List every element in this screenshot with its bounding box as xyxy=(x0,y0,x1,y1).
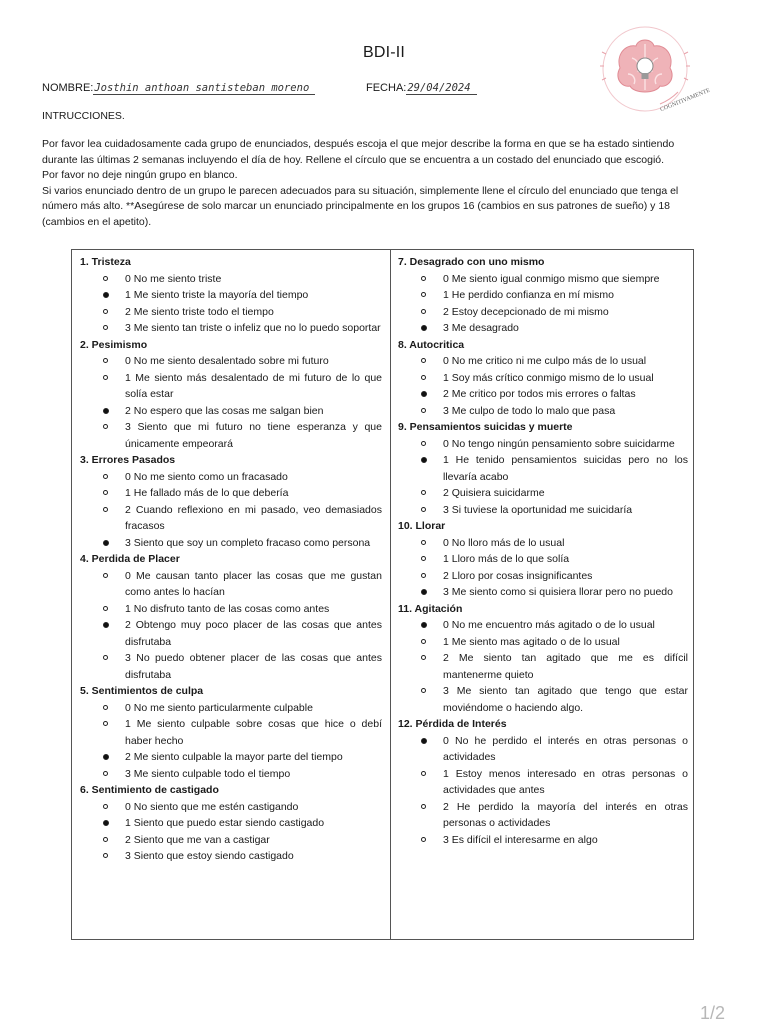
answer-text: 3 No puedo obtener placer de las cosas que antes disfrutaba xyxy=(125,652,382,681)
section-title: 9. Pensamientos suicidas y muerte xyxy=(398,421,573,433)
empty-circle-icon[interactable] xyxy=(103,276,108,281)
answer-option[interactable] xyxy=(80,535,382,552)
answer-option[interactable] xyxy=(80,271,382,288)
answer-option[interactable] xyxy=(80,799,382,816)
answer-text: 1 Me siento más desalentado de mi futuro de lo que solía estar xyxy=(125,371,382,400)
empty-circle-icon[interactable] xyxy=(421,375,426,380)
answer-text: 3 Me siento culpable todo el tiempo xyxy=(125,767,291,780)
empty-circle-icon[interactable] xyxy=(103,474,108,479)
answer-text: 2 Lloro por cosas insignificantes xyxy=(443,569,593,582)
filled-circle-icon[interactable] xyxy=(103,292,109,298)
answer-option[interactable] xyxy=(398,584,688,601)
empty-circle-icon[interactable] xyxy=(103,853,108,858)
instructions-line: Por favor lea cuidadosamente cada grupo de enunciados, después escoja el que mejor describe la forma en que se ha estado sintiendo xyxy=(42,138,675,150)
answer-text: 0 No siento que me estén castigando xyxy=(125,800,299,813)
empty-circle-icon[interactable] xyxy=(421,573,426,578)
left-column xyxy=(80,254,382,865)
answer-option[interactable] xyxy=(80,502,382,535)
answer-text: 0 Me siento igual conmigo mismo que siempre xyxy=(443,272,660,285)
empty-circle-icon[interactable] xyxy=(421,771,426,776)
answer-option[interactable] xyxy=(398,832,688,849)
filled-circle-icon[interactable] xyxy=(103,540,109,546)
answer-option[interactable] xyxy=(80,353,382,370)
answer-option[interactable] xyxy=(80,320,382,337)
answer-option[interactable] xyxy=(80,716,382,749)
filled-circle-icon[interactable] xyxy=(103,754,109,760)
answer-option[interactable] xyxy=(398,271,688,288)
answer-option[interactable] xyxy=(398,304,688,321)
name-label: NOMBRE: xyxy=(42,82,94,94)
answer-option[interactable] xyxy=(80,419,382,452)
answer-text: 3 Me culpo de todo lo malo que pasa xyxy=(443,404,616,417)
section-title: 6. Sentimiento de castigado xyxy=(80,784,219,796)
answer-text: 1 He perdido confianza en mí mismo xyxy=(443,289,614,301)
answer-text: 2 Me critico por todos mis errores o faltas xyxy=(443,388,636,400)
name-field xyxy=(42,82,315,94)
answer-option[interactable] xyxy=(80,832,382,849)
answer-text: 2 Me siento tan agitado que me es difícil mantenerme quieto xyxy=(443,652,688,681)
empty-circle-icon[interactable] xyxy=(421,490,426,495)
answer-text: 1 He tenido pensamientos suicidas pero no los llevaría acabo xyxy=(443,454,688,483)
empty-circle-icon[interactable] xyxy=(421,688,426,693)
answer-option[interactable] xyxy=(398,683,688,716)
empty-circle-icon[interactable] xyxy=(103,358,108,363)
answer-text: 1 Lloro más de lo que solía xyxy=(443,553,570,565)
answer-text: 3 Siento que estoy siendo castigado xyxy=(125,850,294,862)
answer-option[interactable] xyxy=(398,452,688,485)
answer-option[interactable] xyxy=(398,634,688,651)
answer-option[interactable] xyxy=(80,766,382,783)
filled-circle-icon[interactable] xyxy=(103,408,109,414)
instructions-paragraph-1 xyxy=(42,137,727,230)
answer-text: 3 Si tuviese la oportunidad me suicidaría xyxy=(443,503,633,516)
answer-text: 0 No lloro más de lo usual xyxy=(443,536,565,549)
answer-option[interactable] xyxy=(398,403,688,420)
answer-option[interactable] xyxy=(398,353,688,370)
answer-option[interactable] xyxy=(80,617,382,650)
answer-option[interactable] xyxy=(398,733,688,766)
answer-option[interactable] xyxy=(80,370,382,403)
filled-circle-icon[interactable] xyxy=(103,820,109,826)
answer-option[interactable] xyxy=(398,617,688,634)
section-title: 11. Agitación xyxy=(398,602,463,615)
instructions-line: durante las últimas 2 semanas incluyendo el día de hoy. Rellene el círculo que se encuentra a un costado del enunciado que escogió. xyxy=(42,153,665,166)
answer-option[interactable] xyxy=(398,436,688,453)
empty-circle-icon[interactable] xyxy=(103,705,108,710)
date-value: 29/04/2024 xyxy=(406,82,476,95)
instructions-line: número más alto. **Asegúrese de solo marcar un enunciado principalmente en los grupos 16 (cambios en sus patrones de sueño) y 18 xyxy=(42,200,671,212)
answer-text: 0 No me encuentro más agitado o de lo usual xyxy=(443,619,655,631)
answer-text: 0 No me siento triste xyxy=(125,272,222,285)
answer-option[interactable] xyxy=(398,485,688,502)
answer-option[interactable] xyxy=(80,469,382,486)
empty-circle-icon[interactable] xyxy=(421,309,426,314)
section-title: 3. Errores Pasados xyxy=(80,454,176,466)
right-column xyxy=(398,254,688,848)
answer-text: 0 No he perdido el interés en otras personas o actividades xyxy=(443,734,688,763)
answer-text: 0 Me causan tanto placer las cosas que me gustan como antes lo hacían xyxy=(125,569,382,598)
empty-circle-icon[interactable] xyxy=(103,424,108,429)
answer-text: 3 Siento que mi futuro no tiene esperanza y que únicamente empeorará xyxy=(125,421,382,450)
answer-text: 2 Obtengo muy poco placer de las cosas que antes disfrutaba xyxy=(125,619,382,648)
answer-option[interactable] xyxy=(398,386,688,403)
empty-circle-icon[interactable] xyxy=(103,837,108,842)
section-title: 1. Tristeza xyxy=(80,256,131,268)
answer-text: 2 Estoy decepcionado de mi mismo xyxy=(443,305,609,318)
answer-option[interactable] xyxy=(398,568,688,585)
answer-text: 0 No tengo ningún pensamiento sobre suicidarme xyxy=(443,437,675,450)
empty-circle-icon[interactable] xyxy=(421,358,426,363)
filled-circle-icon[interactable] xyxy=(421,589,427,595)
section-title: 2. Pesimismo xyxy=(80,338,148,351)
empty-circle-icon[interactable] xyxy=(103,606,108,611)
empty-circle-icon[interactable] xyxy=(421,292,426,297)
column-divider xyxy=(390,249,391,940)
section-title: 4. Perdida de Placer xyxy=(80,553,180,565)
name-value: Josthin anthoan santisteban moreno xyxy=(93,82,315,95)
answer-text: 3 Me siento tan agitado que tengo que estar moviéndome o haciendo algo. xyxy=(443,685,688,714)
answer-option[interactable] xyxy=(80,700,382,717)
answer-text: 2 Cuando reflexiono en mi pasado, veo demasiados fracasos xyxy=(125,503,382,532)
answer-option[interactable] xyxy=(398,766,688,799)
answer-text: 0 No me siento particularmente culpable xyxy=(125,701,313,714)
answer-text: 2 No espero que las cosas me salgan bien xyxy=(125,404,324,417)
instructions-line: Por favor no deje ningún grupo en blanco. xyxy=(42,169,238,181)
answer-option[interactable] xyxy=(398,287,688,304)
answer-option[interactable] xyxy=(80,485,382,502)
answer-text: 0 No me siento desalentado sobre mi futuro xyxy=(125,355,329,367)
document-title: BDI-II xyxy=(362,44,406,61)
section-title: 10. Llorar xyxy=(398,520,446,532)
filled-circle-icon[interactable] xyxy=(421,738,427,744)
section-title: 7. Desagrado con uno mismo xyxy=(398,256,545,268)
answer-text: 1 Soy más crítico conmigo mismo de lo usual xyxy=(443,371,654,384)
instructions-line: (cambios en el apetito). xyxy=(42,215,152,228)
answer-option[interactable] xyxy=(398,650,688,683)
answer-text: 1 Siento que puedo estar siendo castigado xyxy=(125,817,325,829)
answer-text: 2 Quisiera suicidarme xyxy=(443,487,545,499)
filled-circle-icon[interactable] xyxy=(103,622,109,628)
answer-text: 1 No disfruto tanto de las cosas como antes xyxy=(125,602,330,615)
section-title: 12. Pérdida de Interés xyxy=(398,718,507,730)
answer-option[interactable] xyxy=(80,650,382,683)
answer-text: 2 Siento que me van a castigar xyxy=(125,833,270,846)
empty-circle-icon[interactable] xyxy=(421,639,426,644)
answer-text: 1 Estoy menos interesado en otras personas o actividades que antes xyxy=(443,767,688,796)
answer-text: 3 Me desagrado xyxy=(443,322,519,334)
answer-text: 2 He perdido la mayoría del interés en otras personas o actividades xyxy=(443,800,688,829)
filled-circle-icon[interactable] xyxy=(421,622,427,628)
answer-text: 2 Me siento triste todo el tiempo xyxy=(125,305,274,318)
empty-circle-icon[interactable] xyxy=(421,540,426,545)
empty-circle-icon[interactable] xyxy=(421,507,426,512)
brain-lightbulb-icon xyxy=(598,22,712,116)
empty-circle-icon[interactable] xyxy=(421,276,426,281)
answer-option[interactable] xyxy=(80,287,382,304)
empty-circle-icon[interactable] xyxy=(103,804,108,809)
empty-circle-icon[interactable] xyxy=(103,507,108,512)
answer-option[interactable] xyxy=(80,601,382,618)
instructions-heading: INTRUCCIONES. xyxy=(42,110,125,122)
empty-circle-icon[interactable] xyxy=(103,721,108,726)
filled-circle-icon[interactable] xyxy=(421,325,427,331)
page-number: 1/2 xyxy=(700,1003,726,1023)
answer-text: 0 No me critico ni me culpo más de lo usual xyxy=(443,355,647,367)
empty-circle-icon[interactable] xyxy=(103,490,108,495)
answer-text: 1 Me siento triste la mayoría del tiempo xyxy=(125,289,309,301)
answer-option[interactable] xyxy=(80,815,382,832)
date-field xyxy=(366,82,477,94)
empty-circle-icon[interactable] xyxy=(421,837,426,842)
empty-circle-icon[interactable] xyxy=(421,556,426,561)
filled-circle-icon[interactable] xyxy=(421,391,427,397)
answer-option[interactable] xyxy=(398,799,688,832)
empty-circle-icon[interactable] xyxy=(103,573,108,578)
empty-circle-icon[interactable] xyxy=(421,441,426,446)
instructions-line: Si varios enunciado dentro de un grupo le parecen adecuados para su situación, simplemente llene el círculo del enunciado que tenga el xyxy=(42,184,679,197)
empty-circle-icon[interactable] xyxy=(103,655,108,660)
answer-option[interactable] xyxy=(398,502,688,519)
answer-text: 0 No me siento como un fracasado xyxy=(125,470,288,483)
answer-text: 3 Es difícil el interesarme en algo xyxy=(443,833,598,846)
empty-circle-icon[interactable] xyxy=(421,655,426,660)
answer-option[interactable] xyxy=(398,370,688,387)
answer-text: 3 Siento que soy un completo fracaso como persona xyxy=(125,536,371,549)
empty-circle-icon[interactable] xyxy=(421,408,426,413)
answer-option[interactable] xyxy=(398,551,688,568)
empty-circle-icon[interactable] xyxy=(103,771,108,776)
filled-circle-icon[interactable] xyxy=(421,457,427,463)
section-title: 5. Sentimientos de culpa xyxy=(80,685,204,697)
answer-text: 1 He fallado más de lo que debería xyxy=(125,487,289,499)
answer-text: 1 Me siento culpable sobre cosas que hice o debí haber hecho xyxy=(125,718,382,747)
answer-text: 2 Me siento culpable la mayor parte del tiempo xyxy=(125,751,343,763)
empty-circle-icon[interactable] xyxy=(103,375,108,380)
answer-option[interactable] xyxy=(80,304,382,321)
answer-option[interactable] xyxy=(80,848,382,865)
date-label: FECHA: xyxy=(366,82,407,94)
answer-option[interactable] xyxy=(398,320,688,337)
logo-text: COGNITIVAMENTE xyxy=(659,87,712,114)
empty-circle-icon[interactable] xyxy=(421,804,426,809)
answer-option[interactable] xyxy=(80,749,382,766)
section-title: 8. Autocritica xyxy=(398,338,465,351)
answer-option[interactable] xyxy=(398,535,688,552)
answer-text: 3 Me siento como si quisiera llorar pero no puedo xyxy=(443,586,673,598)
answer-text: 3 Me siento tan triste o infeliz que no lo puedo soportar xyxy=(125,322,381,334)
answer-option[interactable] xyxy=(80,403,382,420)
empty-circle-icon[interactable] xyxy=(103,325,108,330)
answer-text: 1 Me siento mas agitado o de lo usual xyxy=(443,635,620,648)
answer-option[interactable] xyxy=(80,568,382,601)
empty-circle-icon[interactable] xyxy=(103,309,108,314)
